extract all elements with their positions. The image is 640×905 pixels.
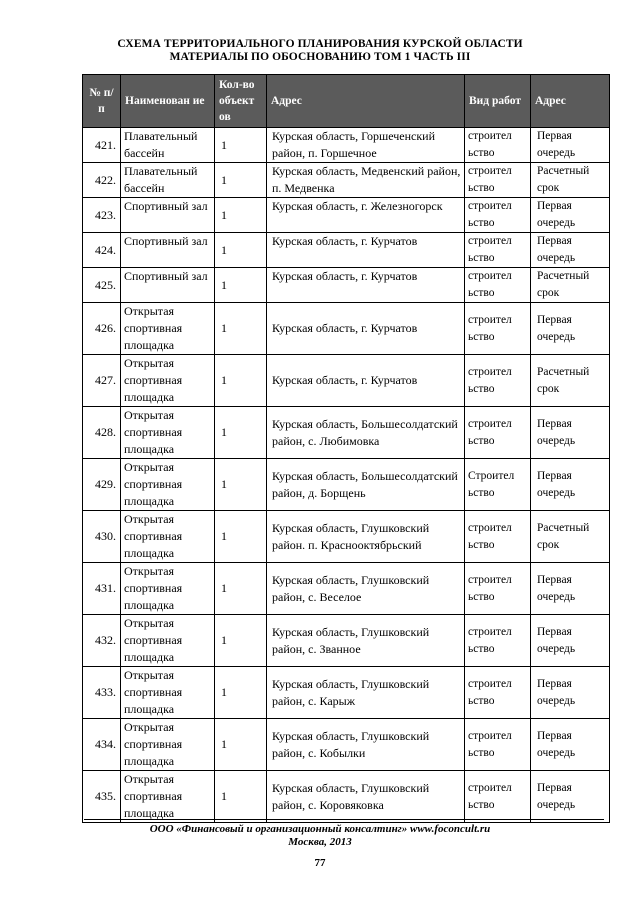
row-count: 1	[215, 459, 267, 511]
row-term: Первая очередь	[531, 563, 610, 615]
row-number: 422.	[83, 163, 121, 198]
row-work-type: строител ьство	[465, 128, 531, 163]
row-work-type: строител ьство	[465, 563, 531, 615]
row-number: 428.	[83, 407, 121, 459]
table-row	[83, 511, 610, 563]
row-work-type: строител ьство	[465, 268, 531, 303]
row-number: 432.	[83, 615, 121, 667]
row-term: Расчетный срок	[531, 163, 610, 198]
table-row	[83, 615, 610, 667]
row-work-type: строител ьство	[465, 771, 531, 823]
row-name: Открытая спортивная площадка	[121, 511, 215, 563]
row-address: Курская область, Глушковский район, с. Веселое	[267, 563, 465, 615]
row-address: Курская область, г. Железногорск	[267, 198, 465, 233]
row-term: Расчетный срок	[531, 268, 610, 303]
row-work-type: строител ьство	[465, 615, 531, 667]
header-title: СХЕМА ТЕРРИТОРИАЛЬНОГО ПЛАНИРОВАНИЯ КУРСКОЙ ОБЛАСТИ	[117, 38, 523, 50]
row-number: 421.	[83, 128, 121, 163]
row-work-type: строител ьство	[465, 233, 531, 268]
row-number: 423.	[83, 198, 121, 233]
table-row	[83, 667, 610, 719]
row-number: 425.	[83, 268, 121, 303]
row-name: Открытая спортивная площадка	[121, 615, 215, 667]
row-work-type: строител ьство	[465, 719, 531, 771]
table-row	[83, 128, 610, 163]
row-count: 1	[215, 407, 267, 459]
table-row	[83, 355, 610, 407]
row-number: 433.	[83, 667, 121, 719]
row-name: Открытая спортивная площадка	[121, 407, 215, 459]
row-address: Курская область, Глушковский район, с. Карыж	[267, 667, 465, 719]
row-name: Открытая спортивная площадка	[121, 355, 215, 407]
row-term: Первая очередь	[531, 128, 610, 163]
row-count: 1	[215, 163, 267, 198]
row-count: 1	[215, 667, 267, 719]
row-name: Открытая спортивная площадка	[121, 563, 215, 615]
row-name: Спортивный зал	[121, 198, 215, 233]
row-term: Первая очередь	[531, 459, 610, 511]
col-header-work-type: Вид работ	[465, 75, 531, 128]
objects-table	[82, 74, 610, 823]
row-address: Курская область, Большесолдатский район, д. Борщень	[267, 459, 465, 511]
row-address: Курская область, г. Курчатов	[267, 268, 465, 303]
row-address: Курская область, г. Курчатов	[267, 233, 465, 268]
row-term: Расчетный срок	[531, 355, 610, 407]
row-work-type: строител ьство	[465, 303, 531, 355]
row-address: Курская область, г. Курчатов	[267, 355, 465, 407]
row-work-type: строител ьство	[465, 511, 531, 563]
row-term: Первая очередь	[531, 615, 610, 667]
row-count: 1	[215, 233, 267, 268]
table-row	[83, 198, 610, 233]
row-address: Курская область, Глушковский район, с. Званное	[267, 615, 465, 667]
table-row	[83, 719, 610, 771]
page-number: 77	[314, 857, 326, 869]
row-count: 1	[215, 303, 267, 355]
table-header-row	[83, 75, 610, 128]
row-work-type: строител ьство	[465, 198, 531, 233]
footer-city: Москва, 2013	[288, 836, 352, 848]
col-header-term: Адрес	[531, 75, 610, 128]
row-number: 431.	[83, 563, 121, 615]
row-term: Первая очередь	[531, 771, 610, 823]
row-name: Спортивный зал	[121, 233, 215, 268]
row-address: Курская область, г. Курчатов	[267, 303, 465, 355]
col-header-address: Адрес	[267, 75, 465, 128]
col-header-name: Наименован ие	[121, 75, 215, 128]
document-header	[0, 38, 640, 64]
row-work-type: строител ьство	[465, 667, 531, 719]
row-term: Первая очередь	[531, 667, 610, 719]
row-name: Открытая спортивная площадка	[121, 667, 215, 719]
row-count: 1	[215, 615, 267, 667]
footer	[0, 823, 640, 849]
row-address: Курская область, Медвенский район, п. Медвенка	[267, 163, 465, 198]
row-work-type: строител ьство	[465, 163, 531, 198]
row-name: Открытая спортивная площадка	[121, 771, 215, 823]
row-work-type: строител ьство	[465, 407, 531, 459]
footer-company: ООО «Финансовый и организационный консалтинг» www.foconcult.ru	[149, 823, 491, 835]
row-number: 435.	[83, 771, 121, 823]
row-term: Первая очередь	[531, 198, 610, 233]
row-count: 1	[215, 128, 267, 163]
table-row	[83, 303, 610, 355]
row-name: Открытая спортивная площадка	[121, 719, 215, 771]
row-count: 1	[215, 719, 267, 771]
row-address: Курская область, Большесолдатский район, с. Любимовка	[267, 407, 465, 459]
table-row	[83, 233, 610, 268]
row-name: Открытая спортивная площадка	[121, 459, 215, 511]
row-address: Курская область, Глушковский район, с. Кобылки	[267, 719, 465, 771]
col-header-count: Кол-во объект ов	[215, 75, 267, 128]
row-work-type: Строител ьство	[465, 459, 531, 511]
row-address: Курская область, Глушковский район, с. Коровяковка	[267, 771, 465, 823]
table-row	[83, 459, 610, 511]
row-term: Первая очередь	[531, 233, 610, 268]
row-count: 1	[215, 563, 267, 615]
row-count: 1	[215, 511, 267, 563]
table-row	[83, 771, 610, 823]
row-number: 434.	[83, 719, 121, 771]
row-name: Плавательный бассейн	[121, 128, 215, 163]
row-number: 426.	[83, 303, 121, 355]
row-work-type: строител ьство	[465, 355, 531, 407]
row-count: 1	[215, 198, 267, 233]
header-subtitle: МАТЕРИАЛЫ ПО ОБОСНОВАНИЮ ТОМ 1 ЧАСТЬ III	[169, 51, 471, 63]
col-header-number: № п/п	[83, 75, 121, 128]
row-name: Плавательный бассейн	[121, 163, 215, 198]
row-address: Курская область, Глушковский район. п. Краснооктябрьский	[267, 511, 465, 563]
row-count: 1	[215, 771, 267, 823]
row-address: Курская область, Горшеченский район, п. Горшечное	[267, 128, 465, 163]
footer-divider	[84, 819, 604, 820]
row-term: Первая очередь	[531, 407, 610, 459]
row-number: 430.	[83, 511, 121, 563]
row-number: 429.	[83, 459, 121, 511]
row-term: Первая очередь	[531, 303, 610, 355]
row-name: Открытая спортивная площадка	[121, 303, 215, 355]
row-term: Первая очередь	[531, 719, 610, 771]
row-count: 1	[215, 268, 267, 303]
row-name: Спортивный зал	[121, 268, 215, 303]
table-row	[83, 563, 610, 615]
table-row	[83, 407, 610, 459]
table-row	[83, 268, 610, 303]
row-number: 424.	[83, 233, 121, 268]
row-number: 427.	[83, 355, 121, 407]
row-count: 1	[215, 355, 267, 407]
row-term: Расчетный срок	[531, 511, 610, 563]
table-row	[83, 163, 610, 198]
